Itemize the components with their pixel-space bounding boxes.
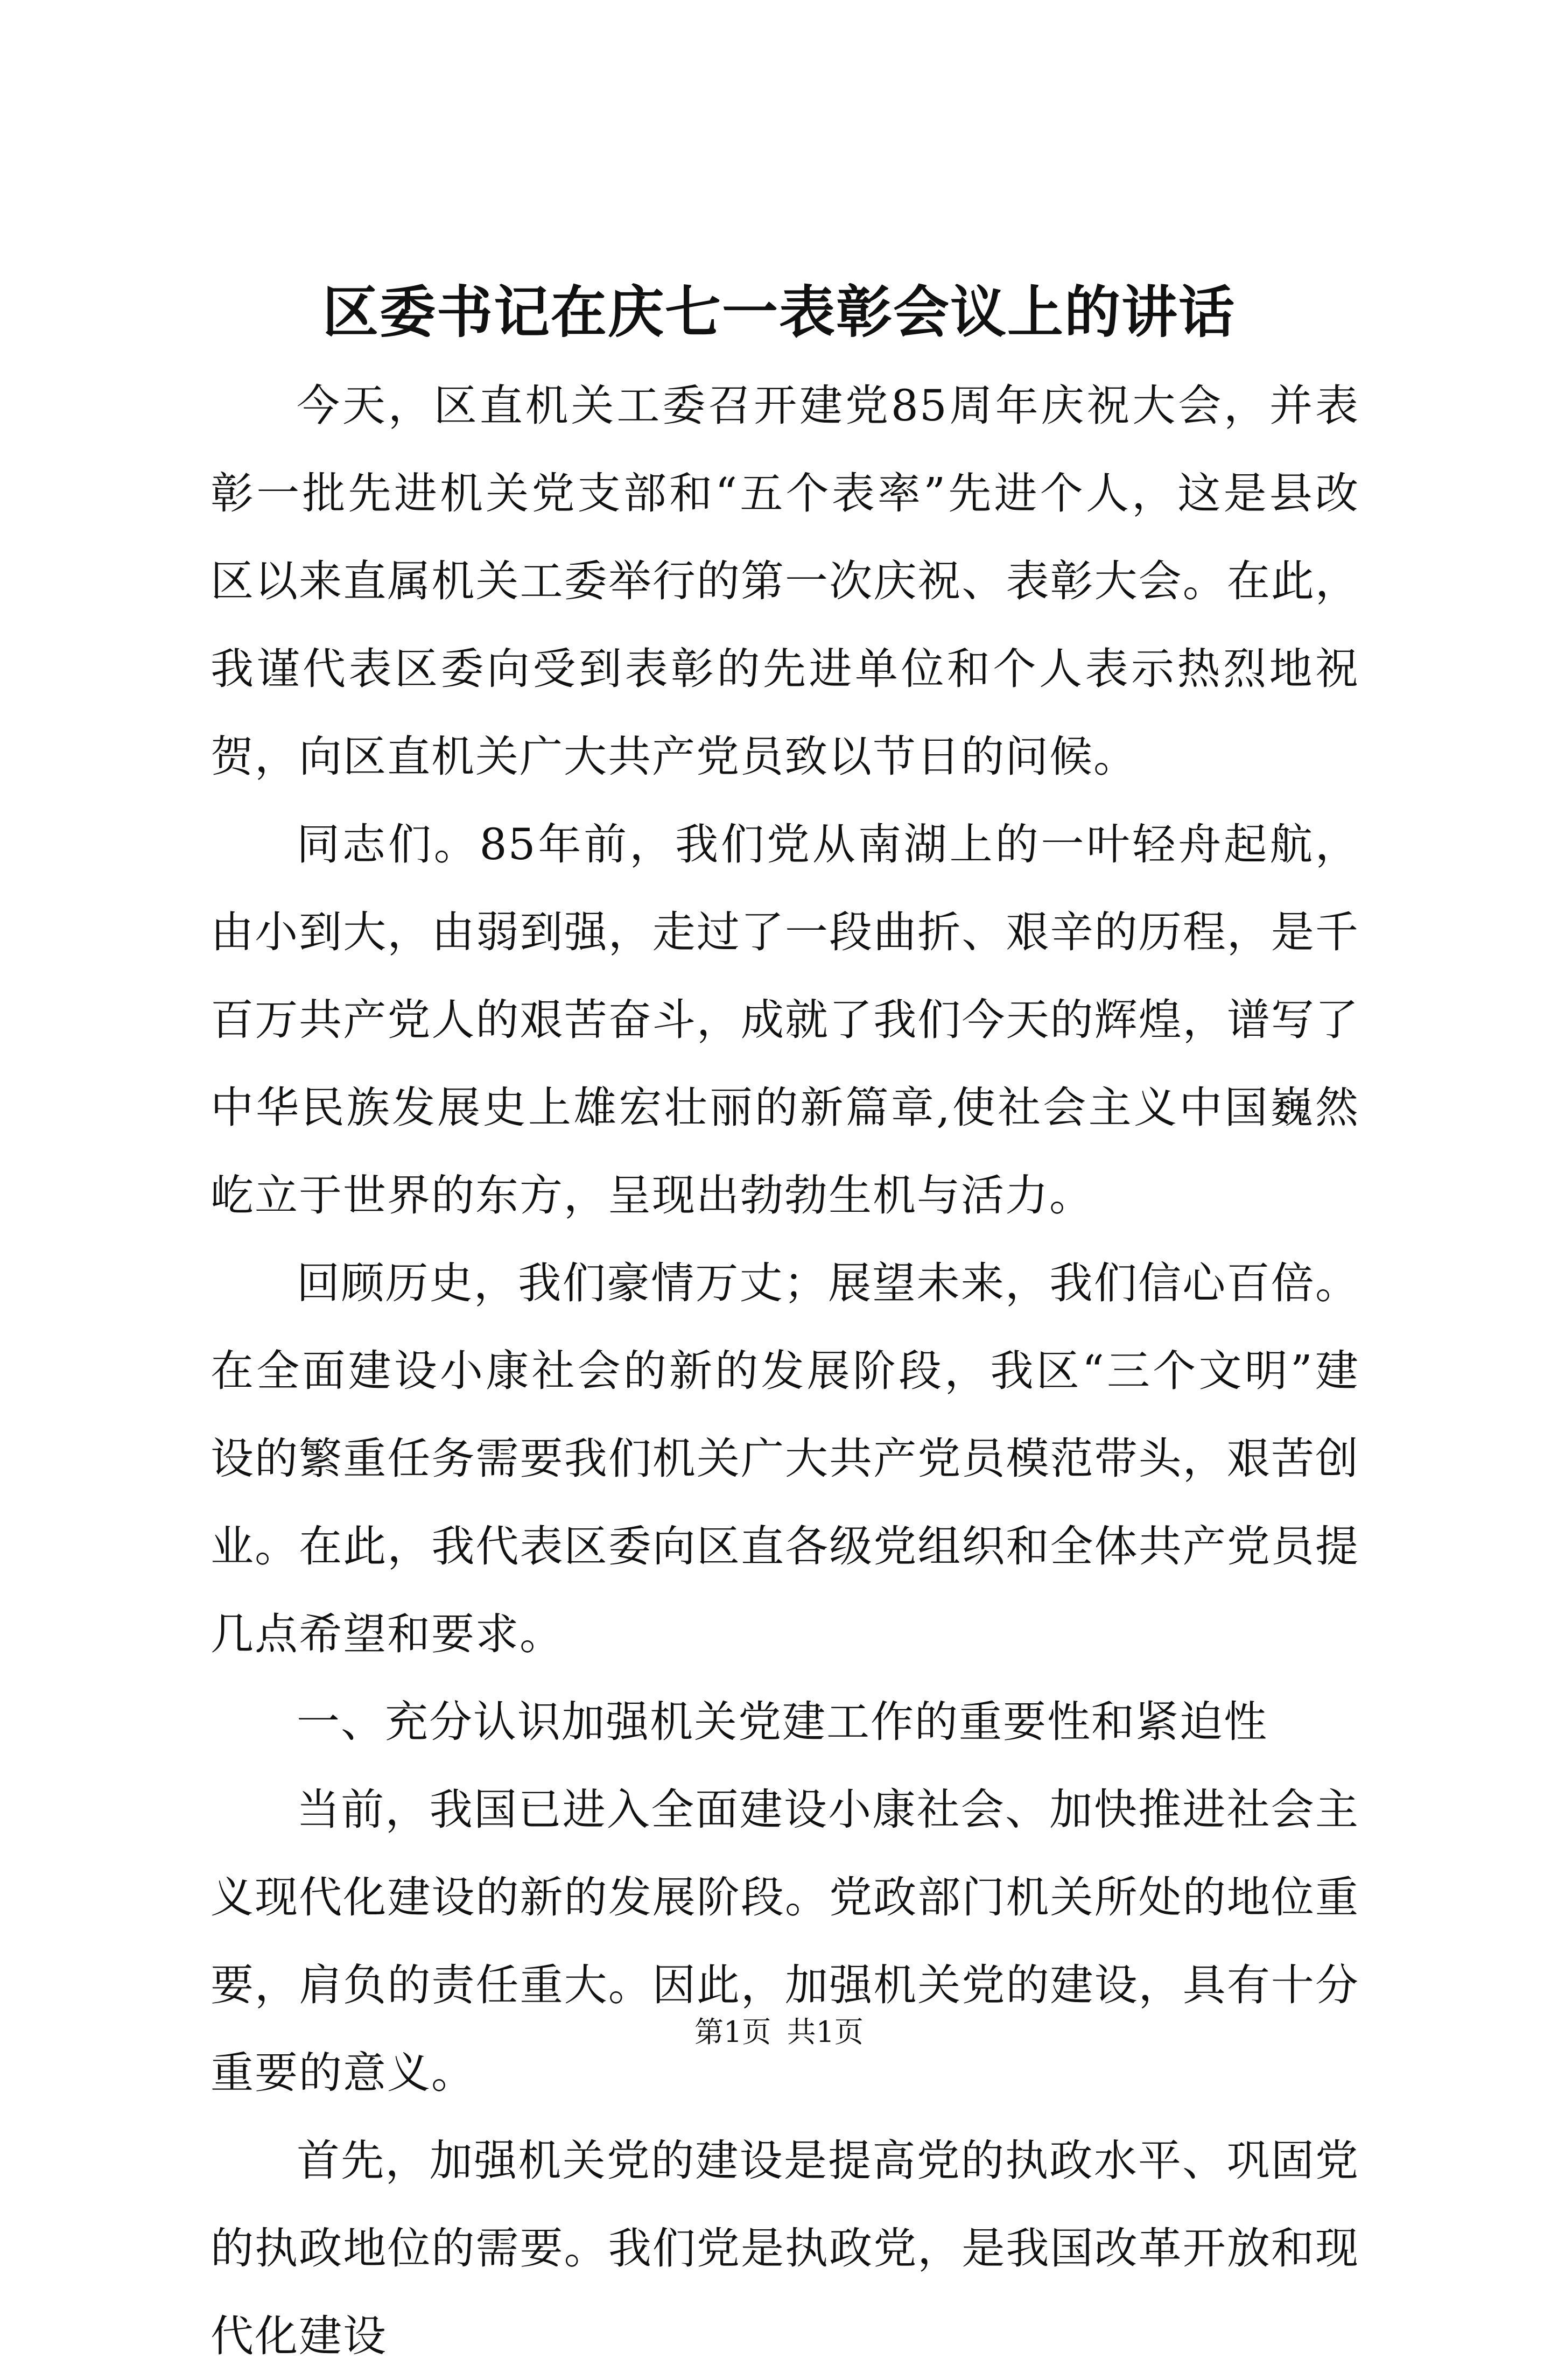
- page-total: 共1页: [787, 2015, 864, 2049]
- document-body: [210, 362, 1359, 2380]
- paragraph-4: 当前，我国已进入全面建设小康社会、加快推进社会主义现代化建设的新的发展阶段。党政部门机关所处的地位重要，肩负的责任重大。因此，加强机关党的建设，具有十分重要的意义。: [210, 1785, 1359, 2098]
- paragraph-5: 首先，加强机关党的建设是提高党的执政水平、巩固党的执政地位的需要。我们党是执政党，是我国改革开放和现代化建设: [210, 2136, 1359, 2361]
- paragraph-3: 回顾历史，我们豪情万丈；展望未来，我们信心百倍。在全面建设小康社会的新的发展阶段，我区“三个文明”建设的繁重任务需要我们机关广大共产党员模范带头，艰苦创业。在此，我代表区委向区直各级党组织和全体共产党员提几点希望和要求。: [210, 1258, 1359, 1659]
- page-footer: [0, 2011, 1558, 2054]
- document-title: 区委书记在庆七一表彰会议上的讲话: [322, 279, 1236, 345]
- page-number: 第1页: [694, 2015, 771, 2049]
- paragraph-1: 今天，区直机关工委召开建党85周年庆祝大会，并表彰一批先进机关党支部和“五个表率”先进个人，这是县改区以来直属机关工委举行的第一次庆祝、表彰大会。在此，我谨代表区委向受到表彰的先进单位和个人表示热烈地祝贺，向区直机关广大共产党员致以节日的问候。: [210, 381, 1359, 782]
- paragraph-2: 同志们。85年前，我们党从南湖上的一叶轻舟起航，由小到大，由弱到强，走过了一段曲折、艰辛的历程，是千百万共产党人的艰苦奋斗，成就了我们今天的辉煌，谱写了中华民族发展史上雄宏壮丽的新篇章,使社会主义中国巍然屹立于世界的东方，呈现出勃勃生机与活力。: [210, 819, 1359, 1220]
- section-heading-1: 一、充分认识加强机关党建工作的重要性和紧迫性: [297, 1697, 1268, 1747]
